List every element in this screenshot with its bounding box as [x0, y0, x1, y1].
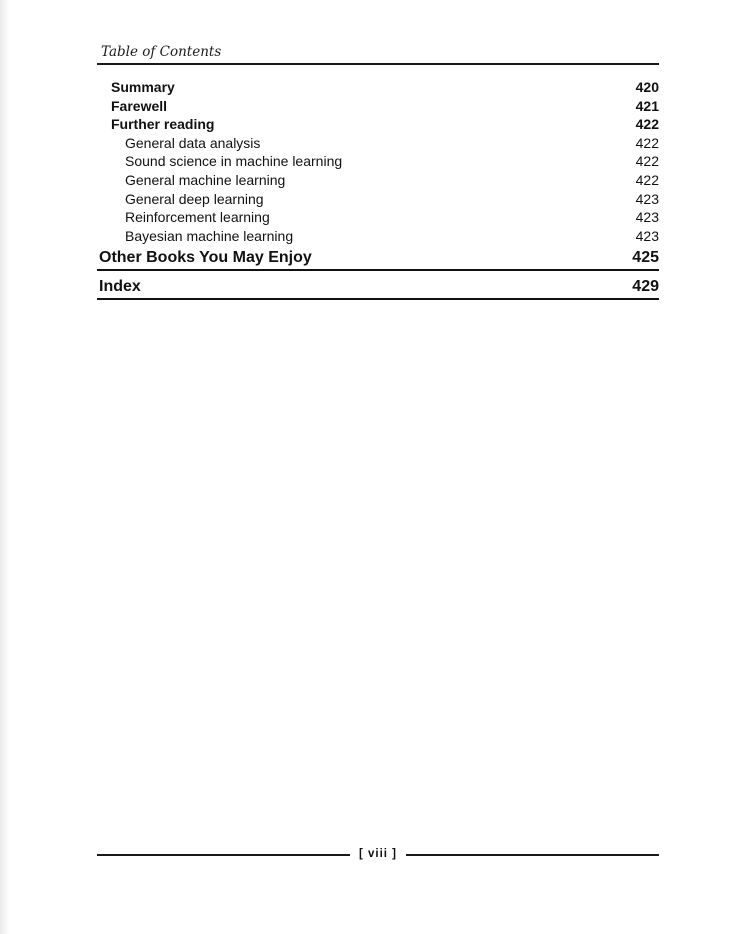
page-footer [97, 846, 659, 864]
footer-rule-right [406, 854, 659, 856]
toc-entry-page-number: 423 [635, 227, 659, 244]
toc-entry-page-number: 421 [635, 97, 659, 114]
running-header-title: Table of Contents [97, 44, 659, 65]
toc-entry-general-deep-learning[interactable] [97, 190, 659, 209]
toc-entry-page-number: 423 [635, 209, 659, 226]
toc-entry-reinforcement-learning[interactable] [97, 208, 659, 227]
page-content [97, 44, 659, 300]
toc-entry-label: Reinforcement learning [125, 209, 270, 226]
toc-entry-page-number: 422 [635, 171, 659, 188]
toc-entry-label: Summary [111, 79, 175, 95]
toc-entry-index[interactable] [97, 278, 659, 300]
toc-entry-label: Sound science in machine learning [125, 153, 343, 170]
table-of-contents [97, 78, 659, 300]
toc-entry-label: Bayesian machine learning [125, 227, 294, 244]
toc-entry-page-number: 423 [635, 190, 659, 207]
folio-page-number: [ viii ] [358, 848, 398, 860]
toc-entry-label: Other Books You May Enjoy [99, 249, 312, 267]
scanned-page-edge [0, 0, 10, 934]
toc-entry-page-number: 422 [635, 116, 659, 133]
toc-entry-page-number: 422 [635, 134, 659, 151]
toc-entry-sound-science-in-machine-learning[interactable] [97, 152, 659, 171]
toc-entry-summary[interactable] [97, 78, 659, 97]
toc-entry-label: General machine learning [125, 171, 286, 188]
toc-entry-general-machine-learning[interactable] [97, 171, 659, 190]
toc-entry-bayesian-machine-learning[interactable] [97, 227, 659, 246]
footer-rule-left [97, 854, 350, 856]
toc-entry-farewell[interactable] [97, 97, 659, 116]
toc-entry-page-number: 429 [632, 278, 659, 296]
toc-entry-label: Further reading [111, 116, 215, 133]
toc-entry-label: General deep learning [125, 190, 264, 207]
toc-entry-other-books-you-may-enjoy[interactable] [97, 249, 659, 271]
toc-entry-page-number: 422 [635, 153, 659, 170]
toc-entry-general-data-analysis[interactable] [97, 134, 659, 153]
toc-entry-label: Farewell [111, 97, 168, 114]
toc-entry-page-number: 420 [635, 79, 659, 95]
toc-entry-label: General data analysis [125, 134, 261, 151]
toc-entry-label: Index [99, 278, 141, 296]
toc-entry-page-number: 425 [632, 249, 659, 267]
toc-entry-further-reading[interactable] [97, 115, 659, 134]
